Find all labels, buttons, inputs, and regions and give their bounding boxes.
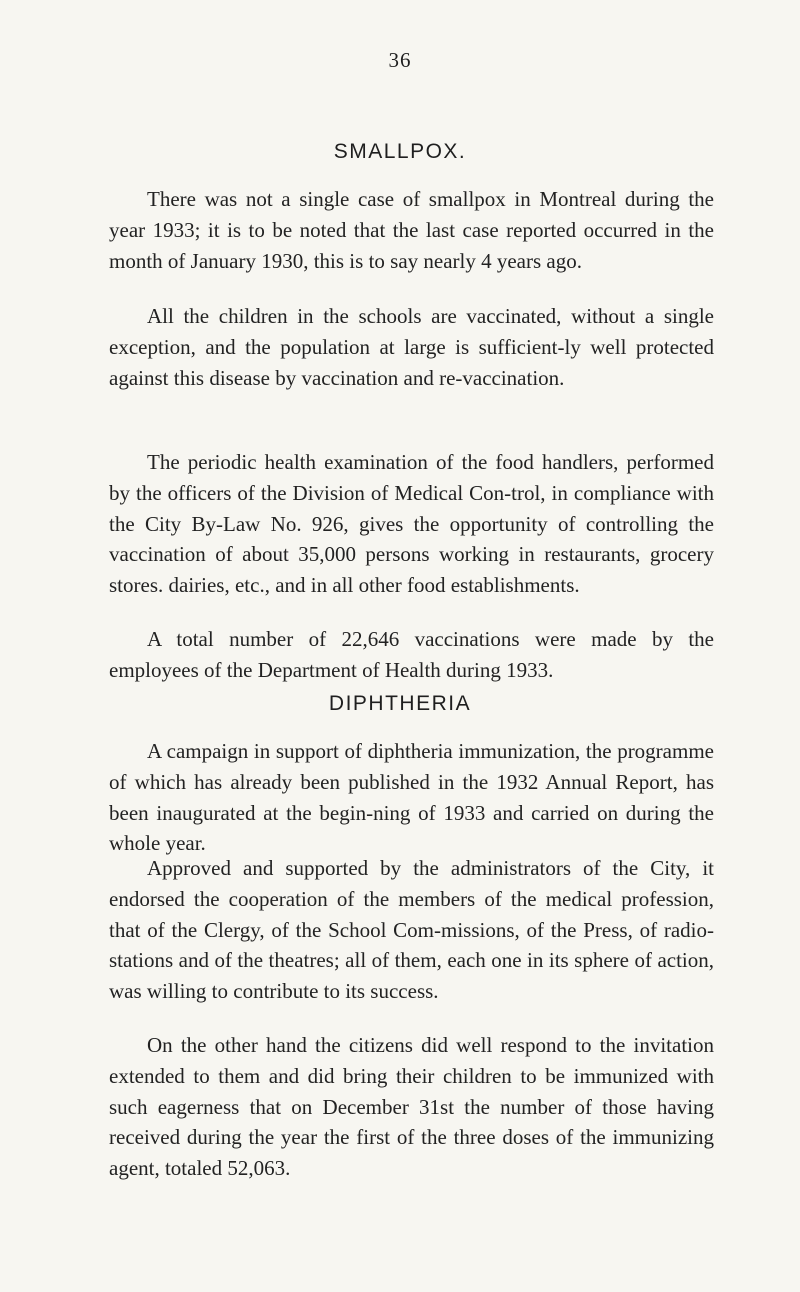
diphtheria-paragraph-1: A campaign in support of diphtheria immunization, the programme of which has already been published in the 1932 Annual Report, has been inaugurated at the begin-ning of 1933 and carried on during the whole year. — [109, 739, 714, 856]
smallpox-paragraph-4: A total number of 22,646 vaccinations were made by the employees of the Department of Health during 1933. — [109, 627, 714, 682]
smallpox-paragraph-3: The periodic health examination of the food handlers, performed by the officers of the Division of Medical Con-trol, in compliance with the City By-Law No. 926, gives the opportunity of controlling the vaccination of about 35,000 persons working in restaurants, grocery stores. dairies, etc., and in all other food establishments. — [109, 450, 714, 598]
smallpox-paragraph-1: There was not a single case of smallpox in Montreal during the year 1933; it is to be noted that the last case reported occurred in the month of January 1930, this is to say nearly 4 years ago. — [109, 187, 714, 273]
diphtheria-paragraph-3: On the other hand the citizens did well respond to the invitation extended to them and did bring their children to be immunized with such eagerness that on December 31st the number of those having received during the year the first of the three doses of the immunizing agent, totaled 52,063. — [109, 1033, 714, 1181]
page-number: 36 — [388, 48, 412, 72]
diphtheria-paragraph-2: Approved and supported by the administrators of the City, it endorsed the cooperation of the members of the medical profession, that of the Clergy, of the School Com-missions, of the Press, of radio-stations and of the theatres; all of them, each one in its sphere of action, was willing to contribute to its success. — [109, 856, 714, 1004]
section-heading-smallpox: SMALLPOX. — [333, 140, 467, 163]
smallpox-paragraph-2: All the children in the schools are vaccinated, without a single exception, and the population at large is sufficient-ly well protected against this disease by vaccination and re-vaccination. — [109, 304, 714, 390]
section-heading-diphtheria: DIPHTHERIA — [328, 692, 472, 715]
